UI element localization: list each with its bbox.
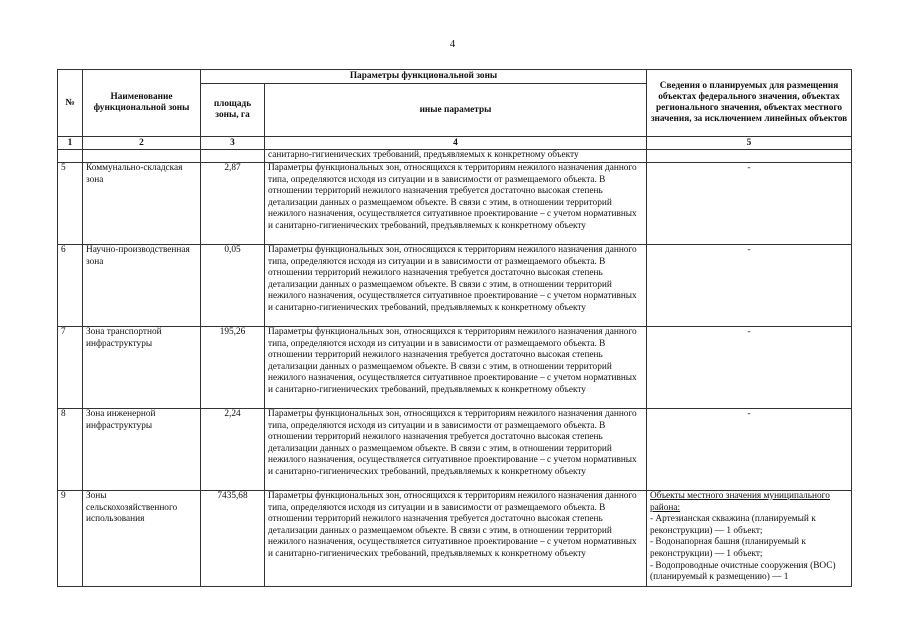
cell-empty	[58, 150, 83, 163]
zone-name: Зона транспортной инфраструктуры	[83, 327, 201, 409]
continuation-text: санитарно-гигиенических требований, предъявляемых к конкретному объекту	[265, 150, 647, 163]
header-area: площадь зоны, га	[201, 84, 265, 137]
row-number: 5	[58, 163, 83, 245]
zone-name: Научно-производственная зона	[83, 245, 201, 327]
cell-empty	[83, 150, 201, 163]
column-index: 2	[83, 137, 201, 150]
cell-empty	[647, 150, 852, 163]
planned-objects-heading: Объекты местного значения муниципального района:	[650, 491, 830, 513]
planned-objects: -	[647, 163, 852, 245]
cell-empty	[201, 150, 265, 163]
row-number: 6	[58, 245, 83, 327]
table-row	[58, 409, 852, 491]
row-number: 8	[58, 409, 83, 491]
header-row-1	[58, 70, 852, 84]
zone-params: Параметры функциональных зон, относящихся к территориям нежилого назначения данного типа, определяются исходя из ситуации и в зависимости от размещаемого объекта. В отношении территорий нежилого назначения требуется достаточно высокая степень детализации данных о размещаемом объекте. В связи с этим, в отношении территорий нежилого назначения, осуществляется ситуативное проектирование – с учетом нормативных и санитарно-гигиенических требований, предъявляемых к конкретному объекту	[265, 491, 647, 587]
table-row	[58, 245, 852, 327]
planned-objects: -	[647, 245, 852, 327]
header-other-params: иные параметры	[265, 84, 647, 137]
zone-params: Параметры функциональных зон, относящихся к территориям нежилого назначения данного типа, определяются исходя из ситуации и в зависимости от размещаемого объекта. В отношении территорий нежилого назначения требуется достаточно высокая степень детализации данных о размещаемом объекте. В связи с этим, в отношении территорий нежилого назначения, осуществляется ситуативное проектирование – с учетом нормативных и санитарно-гигиенических требований, предъявляемых к конкретному объекту	[265, 163, 647, 245]
column-index: 3	[201, 137, 265, 150]
planned-object-item: - Водопроводные очистные сооружения (ВОС) (планируемый к размещению) — 1	[650, 560, 836, 583]
zone-name: Зоны сельскохозяйственного использования	[83, 491, 201, 587]
header-params-group: Параметры функциональной зоны	[201, 70, 647, 84]
zone-area: 2,24	[201, 409, 265, 491]
table-row	[58, 327, 852, 409]
planned-object-item: - Артезианская скважина (планируемый к реконструкции) — 1 объект;	[650, 514, 816, 536]
continuation-row	[58, 150, 852, 163]
planned-objects: -	[647, 327, 852, 409]
planned-objects	[647, 491, 852, 587]
table-row	[58, 163, 852, 245]
row-number: 9	[58, 491, 83, 587]
header-num: №	[58, 70, 83, 137]
column-index: 4	[265, 137, 647, 150]
table-row	[58, 491, 852, 587]
planned-objects-list	[650, 514, 848, 584]
planned-object-item: - Водонапорная башня (планируемый к реконструкции) — 1 объект;	[650, 537, 806, 559]
column-index-row	[58, 137, 852, 150]
zone-name: Зона инженерной инфраструктуры	[83, 409, 201, 491]
column-index: 1	[58, 137, 83, 150]
page-number: 4	[449, 38, 456, 50]
row-number: 7	[58, 327, 83, 409]
zone-params: Параметры функциональных зон, относящихся к территориям нежилого назначения данного типа, определяются исходя из ситуации и в зависимости от размещаемого объекта. В отношении территорий нежилого назначения требуется достаточно высокая степень детализации данных о размещаемом объекте. В связи с этим, в отношении территорий нежилого назначения, осуществляется ситуативное проектирование – с учетом нормативных и санитарно-гигиенических требований, предъявляемых к конкретному объекту	[265, 245, 647, 327]
zone-name: Коммунально-складская зона	[83, 163, 201, 245]
header-planned-objects: Сведения о планируемых для размещения объектах федерального значения, объектах регионального значения, объектах местного значения, за исключением линейных объектов	[647, 70, 852, 137]
zone-area: 195,26	[201, 327, 265, 409]
zone-params: Параметры функциональных зон, относящихся к территориям нежилого назначения данного типа, определяются исходя из ситуации и в зависимости от размещаемого объекта. В отношении территорий нежилого назначения требуется достаточно высокая степень детализации данных о размещаемом объекте. В связи с этим, в отношении территорий нежилого назначения, осуществляется ситуативное проектирование – с учетом нормативных и санитарно-гигиенических требований, предъявляемых к конкретному объекту	[265, 409, 647, 491]
zone-area: 2,87	[201, 163, 265, 245]
zone-area: 7435,68	[201, 491, 265, 587]
column-index: 5	[647, 137, 852, 150]
planned-objects: -	[647, 409, 852, 491]
zone-area: 0,05	[201, 245, 265, 327]
header-zone-name: Наименование функциональной зоны	[83, 70, 201, 137]
zone-params: Параметры функциональных зон, относящихся к территориям нежилого назначения данного типа, определяются исходя из ситуации и в зависимости от размещаемого объекта. В отношении территорий нежилого назначения требуется достаточно высокая степень детализации данных о размещаемом объекте. В связи с этим, в отношении территорий нежилого назначения, осуществляется ситуативное проектирование – с учетом нормативных и санитарно-гигиенических требований, предъявляемых к конкретному объекту	[265, 327, 647, 409]
functional-zones-table	[57, 69, 852, 587]
